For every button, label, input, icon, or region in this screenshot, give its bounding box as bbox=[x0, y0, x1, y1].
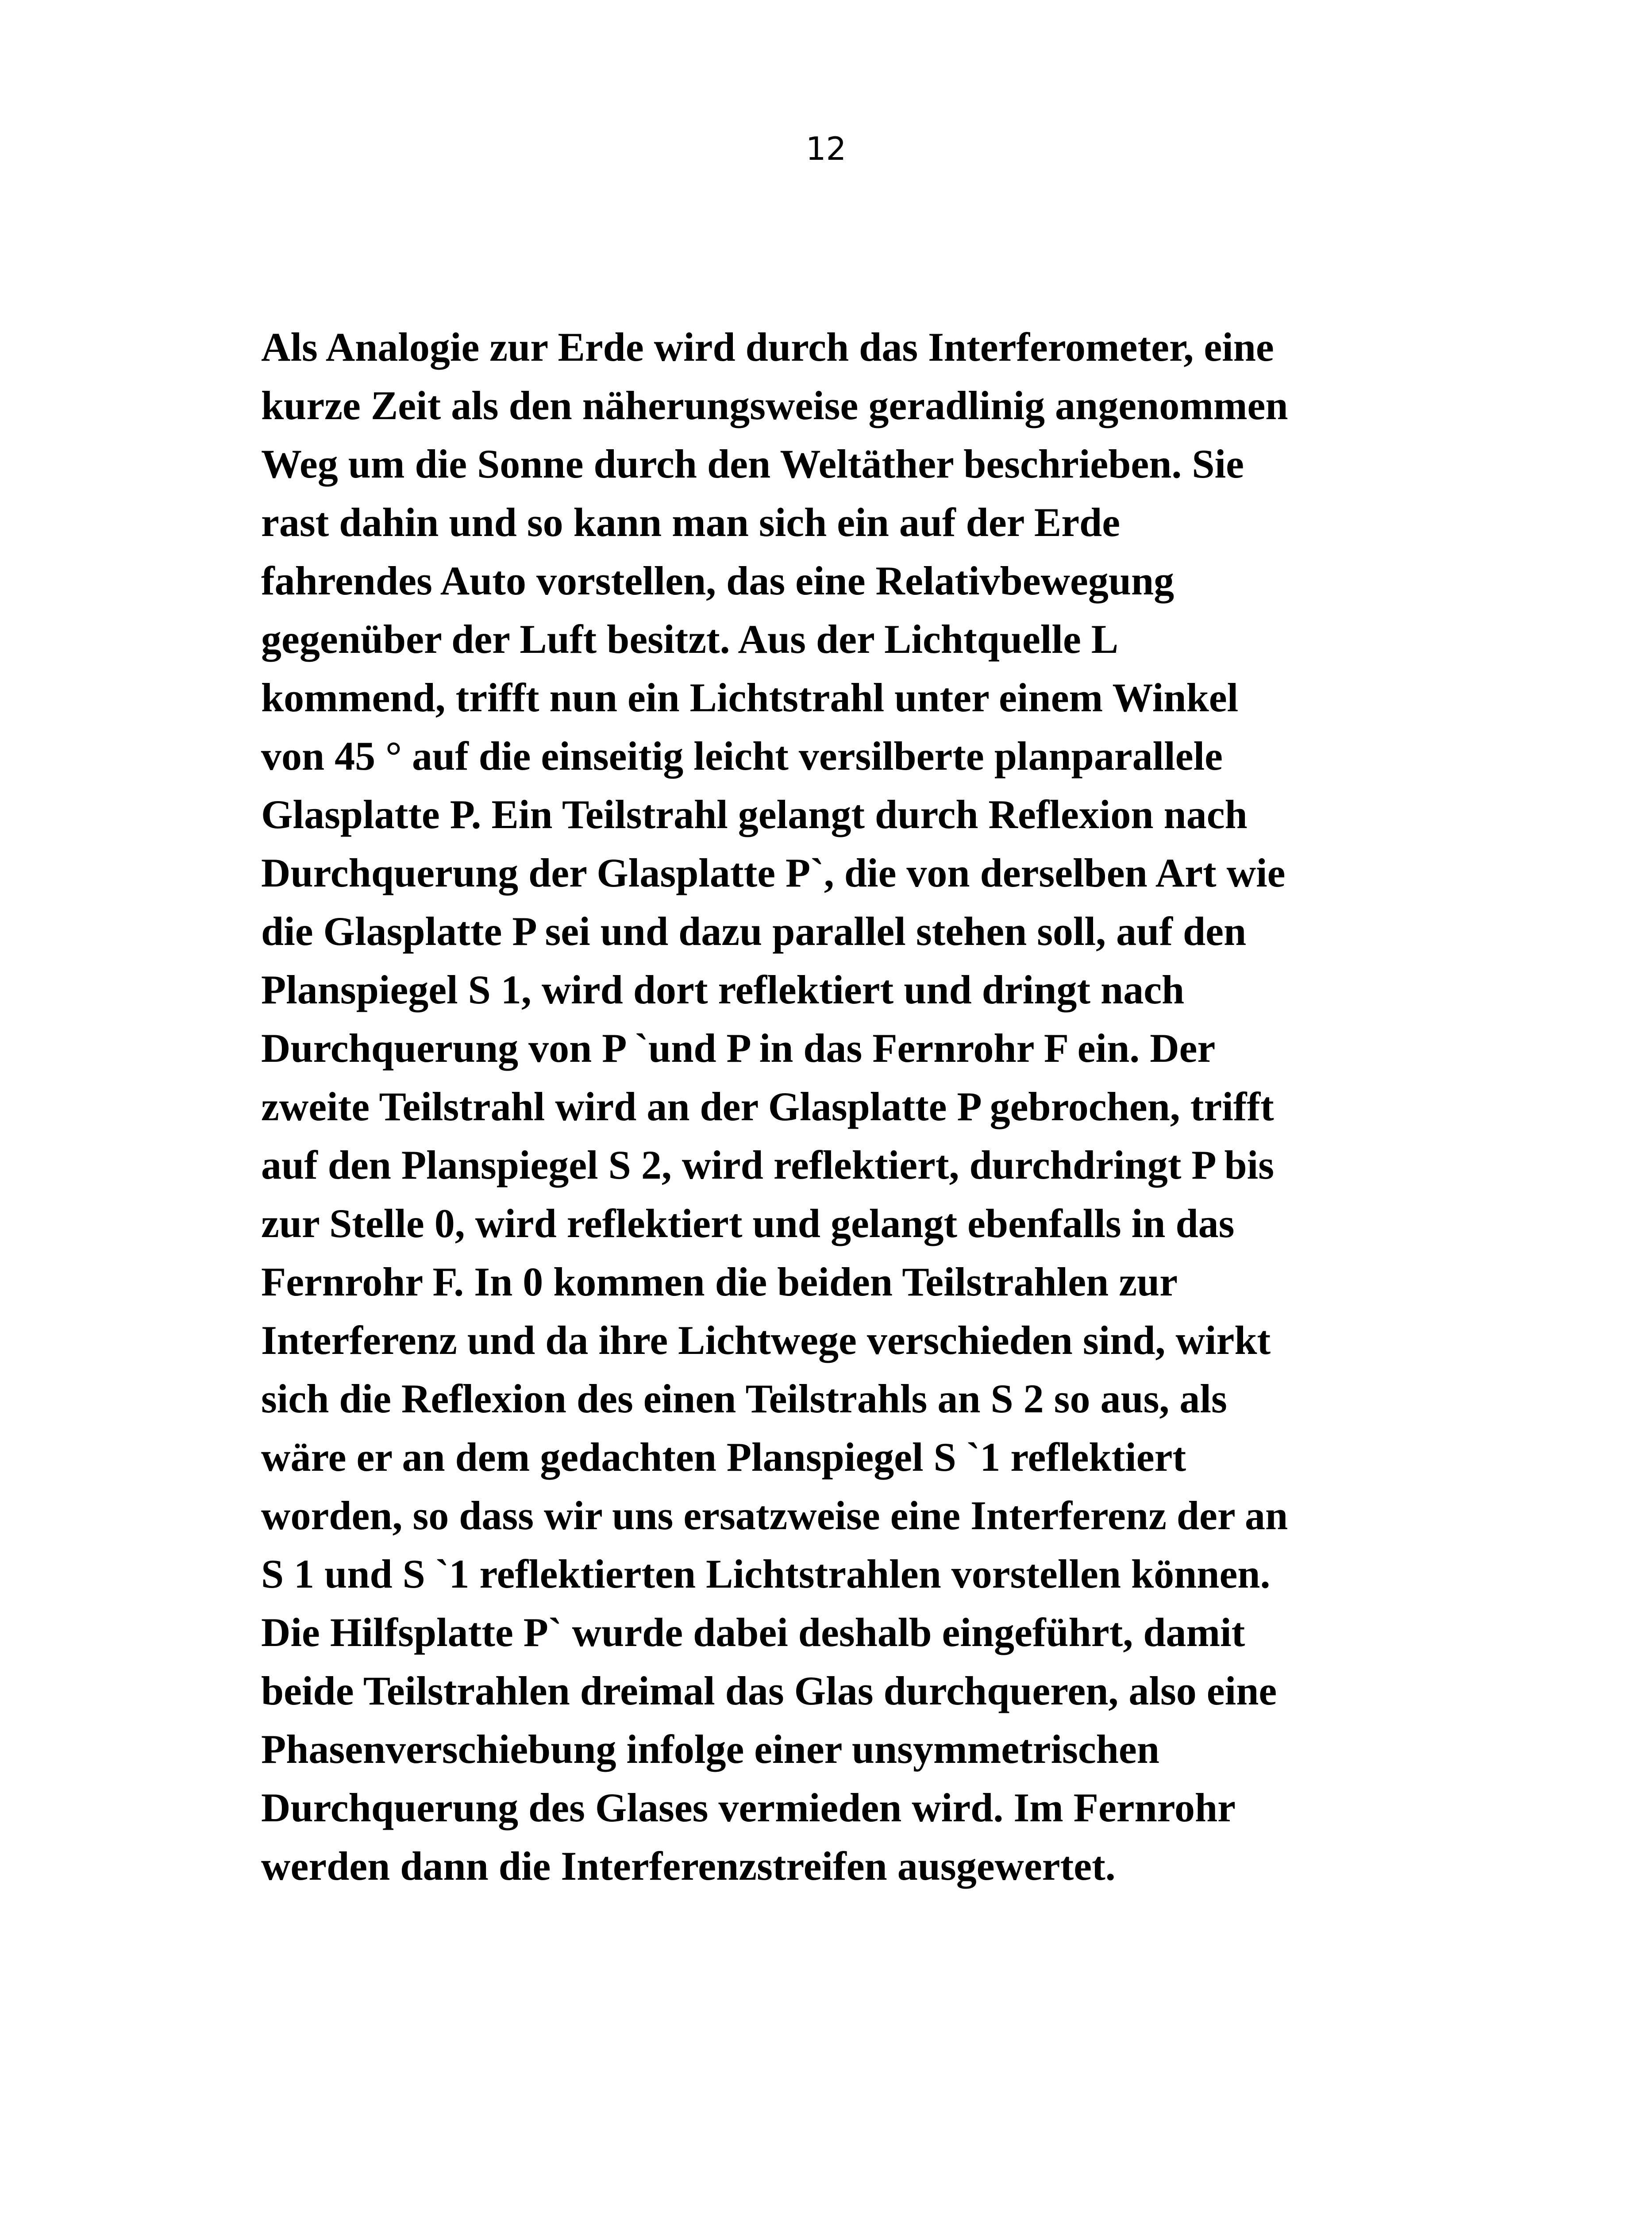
text-line: kommend, trifft nun ein Lichtstrahl unter einem Winkel bbox=[261, 675, 1239, 720]
text-line: Fernrohr F. In 0 kommen die beiden Teilstrahlen zur bbox=[261, 1259, 1178, 1304]
text-line: Interferenz und da ihre Lichtwege verschieden sind, wirkt bbox=[261, 1318, 1271, 1363]
body-paragraph bbox=[261, 318, 1394, 1895]
text-line: kurze Zeit als den näherungsweise geradlinig angenommen bbox=[261, 383, 1288, 428]
text-line: Phasenverschiebung infolge einer unsymmetrischen bbox=[261, 1727, 1159, 1772]
text-line: wäre er an dem gedachten Planspiegel S `1 reflektiert bbox=[261, 1434, 1186, 1480]
text-line: Als Analogie zur Erde wird durch das Interferometer, eine bbox=[261, 324, 1274, 370]
text-line: beide Teilstrahlen dreimal das Glas durchqueren, also eine bbox=[261, 1668, 1277, 1713]
text-line: fahrendes Auto vorstellen, das eine Relativbewegung bbox=[261, 558, 1174, 603]
text-line: Durchquerung der Glasplatte P`, die von derselben Art wie bbox=[261, 850, 1286, 895]
text-line: Weg um die Sonne durch den Weltäther beschrieben. Sie bbox=[261, 441, 1244, 486]
text-line: rast dahin und so kann man sich ein auf der Erde bbox=[261, 500, 1121, 545]
text-line: Die Hilfsplatte P` wurde dabei deshalb eingeführt, damit bbox=[261, 1610, 1245, 1655]
text-line: Planspiegel S 1, wird dort reflektiert und dringt nach bbox=[261, 967, 1185, 1012]
text-line: die Glasplatte P sei und dazu parallel stehen soll, auf den bbox=[261, 909, 1247, 954]
text-line: zweite Teilstrahl wird an der Glasplatte P gebrochen, trifft bbox=[261, 1084, 1274, 1129]
text-line: auf den Planspiegel S 2, wird reflektiert, durchdringt P bis bbox=[261, 1142, 1275, 1187]
text-line: Durchquerung des Glases vermieden wird. Im Fernrohr bbox=[261, 1785, 1236, 1830]
text-line: Glasplatte P. Ein Teilstrahl gelangt durch Reflexion nach bbox=[261, 792, 1248, 837]
text-line: zur Stelle 0, wird reflektiert und gelangt ebenfalls in das bbox=[261, 1201, 1235, 1246]
text-line: von 45 ° auf die einseitig leicht versilberte planparallele bbox=[261, 733, 1223, 779]
text-line: werden dann die Interferenzstreifen ausgewertet. bbox=[261, 1843, 1116, 1889]
text-line: sich die Reflexion des einen Teilstrahls an S 2 so aus, als bbox=[261, 1376, 1227, 1421]
text-line: worden, so dass wir uns ersatzweise eine Interferenz der an bbox=[261, 1493, 1288, 1538]
text-line: Durchquerung von P `und P in das Fernrohr F ein. Der bbox=[261, 1026, 1216, 1071]
text-line: S 1 und S `1 reflektierten Lichtstrahlen vorstellen können. bbox=[261, 1551, 1271, 1596]
page-number: 12 bbox=[805, 130, 847, 167]
text-line: gegenüber der Luft besitzt. Aus der Lichtquelle L bbox=[261, 617, 1119, 662]
